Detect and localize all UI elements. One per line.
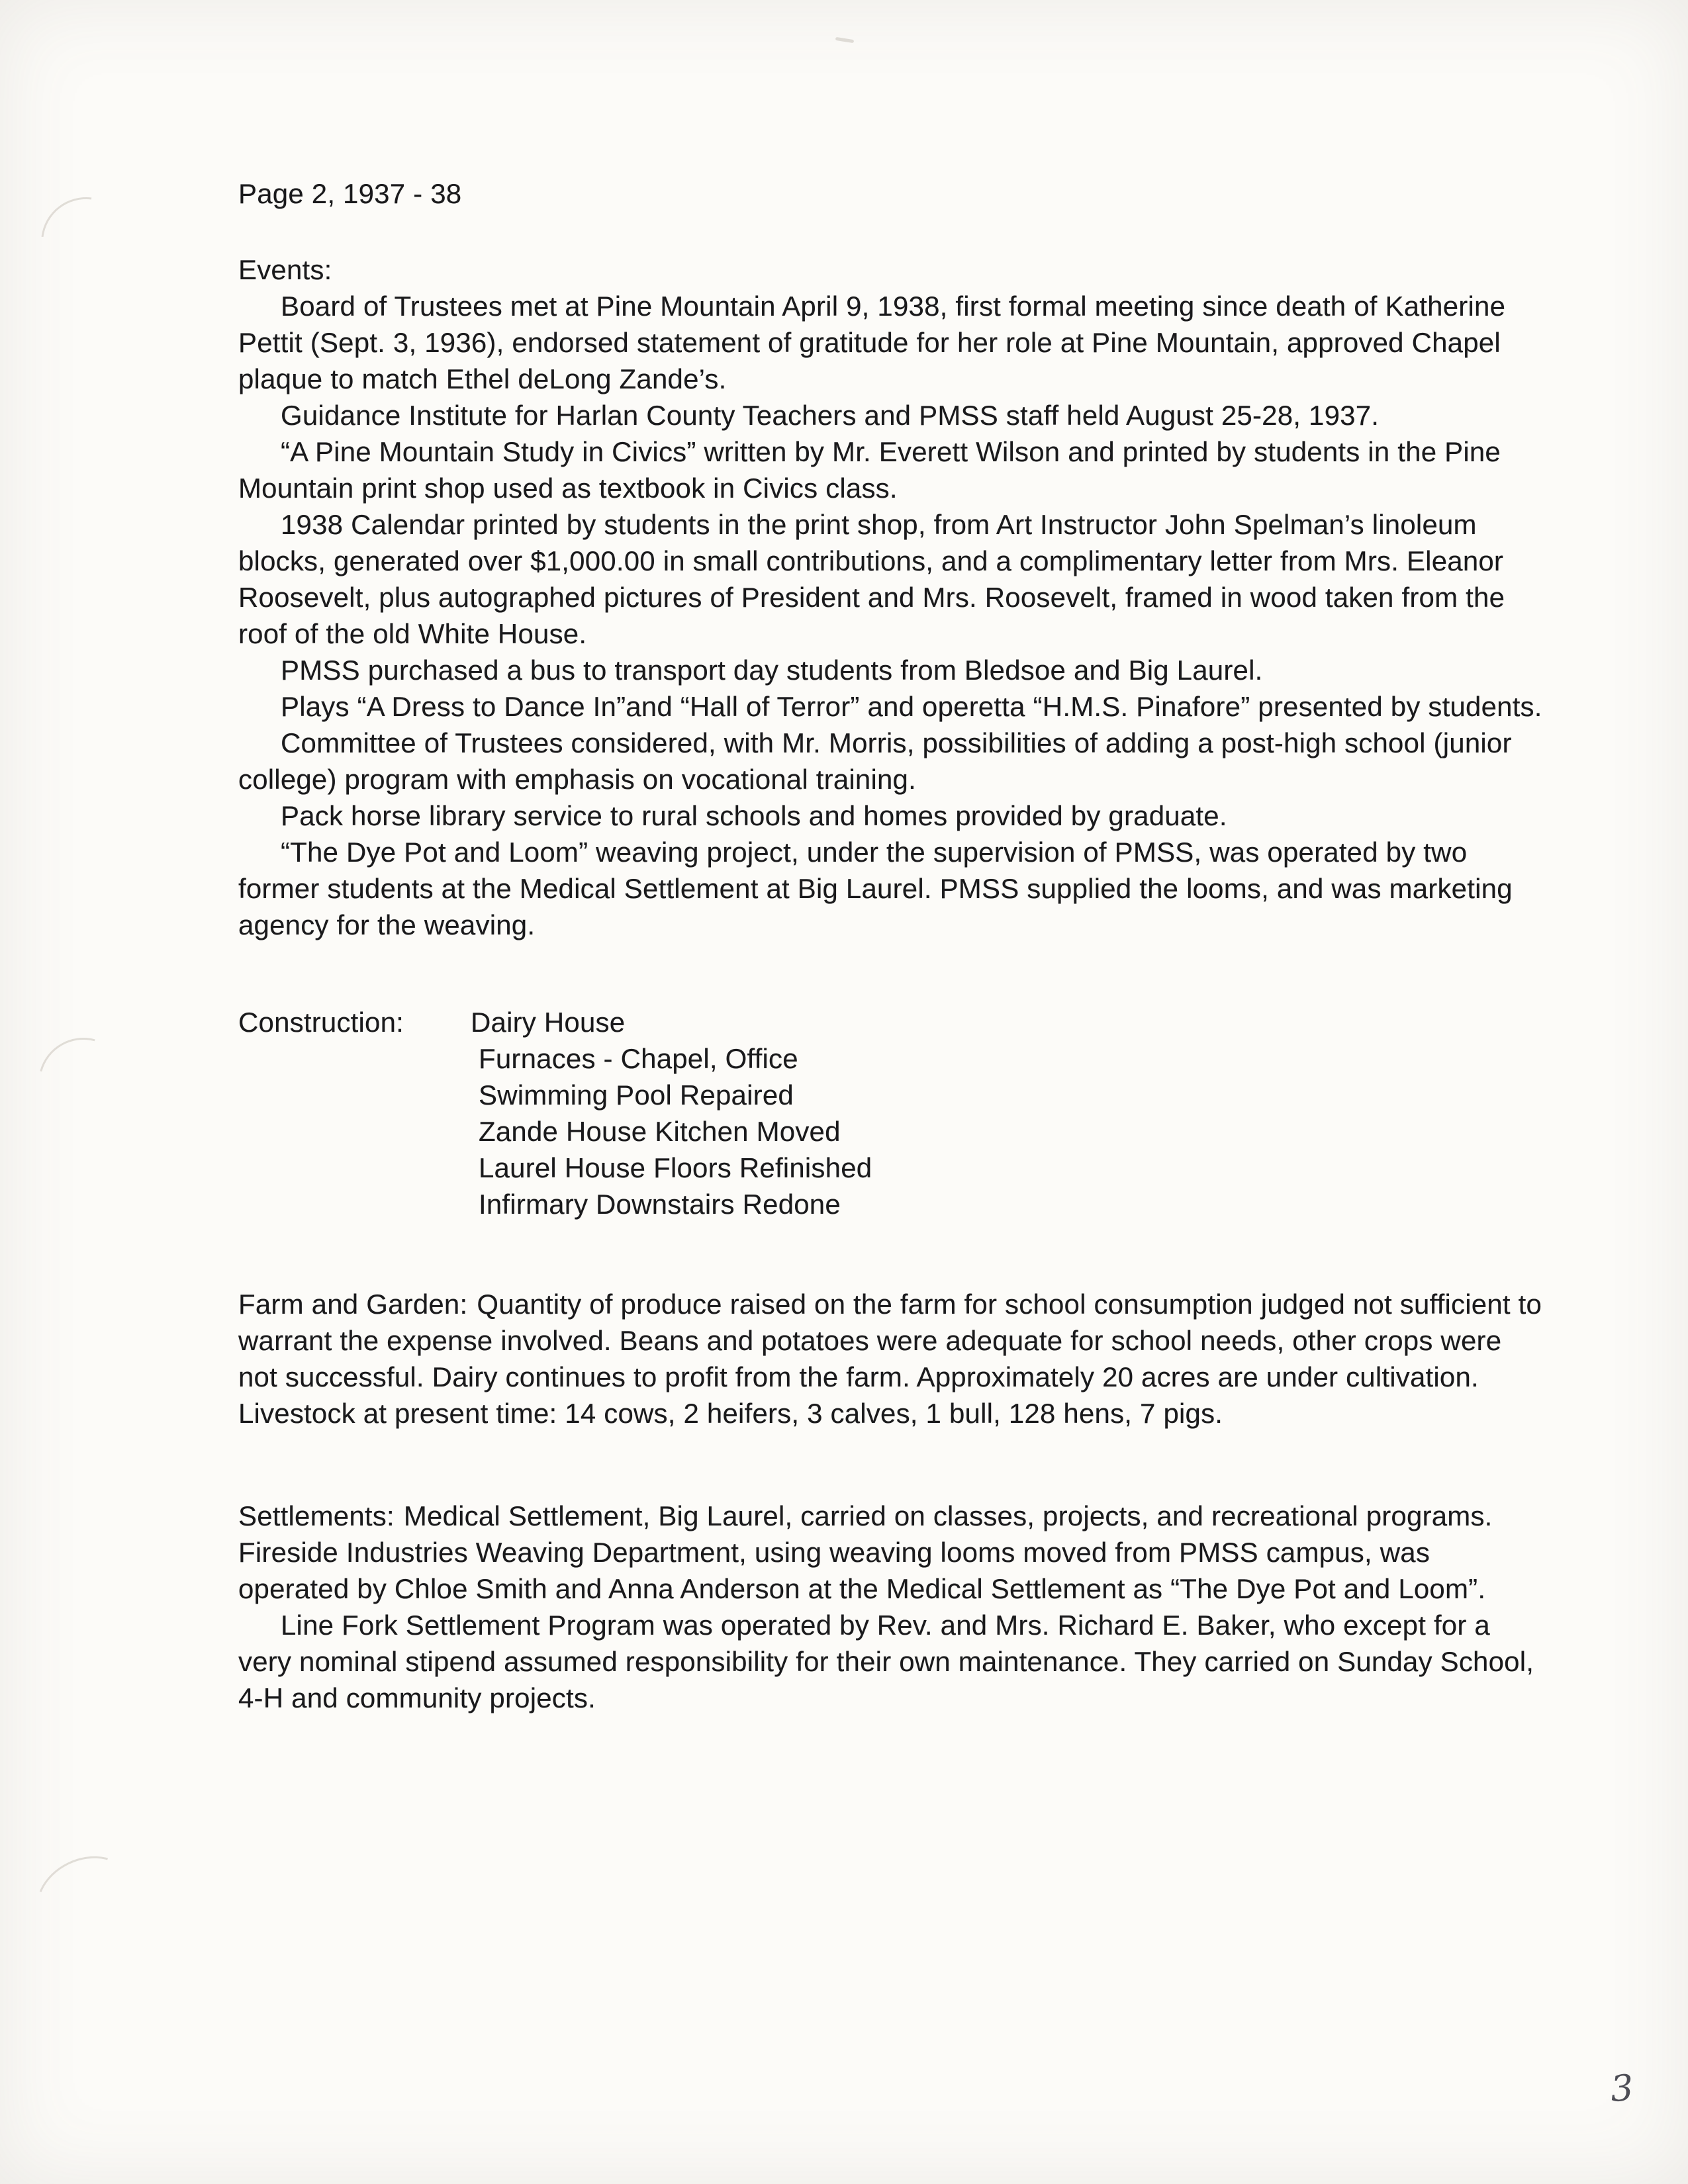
farm-and-garden-paragraph [238, 1286, 1546, 1432]
events-paragraph: Plays “A Dress to Dance In”and “Hall of Terror” and operetta “H.M.S. Pinafore” presented by students. [281, 691, 1542, 722]
events-paragraph: 1938 Calendar printed by students in the print shop, from Art Instructor John Spelman’s linoleum blocks, generated over $1,000.00 in small contributions, and a complimentary letter from Mrs. Eleanor Roosevelt, plus autographed pictures of President and Mrs. Roosevelt, framed in wood taken from the roof of the old White House. [238, 509, 1505, 649]
construction-item: Laurel House Floors Refinished [479, 1152, 872, 1183]
scan-artifact-mark [835, 37, 854, 43]
construction-item: Swimming Pool Repaired [479, 1079, 794, 1111]
paper-curl-mark-middle [22, 1021, 145, 1144]
page-header: Page 2, 1937 - 38 [238, 178, 462, 209]
paper-curl-mark-bottom [21, 1840, 150, 1960]
construction-item: Zande House Kitchen Moved [479, 1116, 841, 1147]
settlements-second-paragraph: Line Fork Settlement Program was operated by Rev. and Mrs. Richard E. Baker, who except for a very nominal stipend assumed responsibility for their own maintenance. They carried on Sunday School, 4-H and community projects. [238, 1610, 1534, 1713]
events-paragraph: Board of Trustees met at Pine Mountain April 9, 1938, first formal meeting since death of Katherine Pettit (Sept. 3, 1936), endorsed statement of gratitude for her role at Pine Mountain, approved Chapel plaque to match Ethel deLong Zande’s. [238, 291, 1506, 394]
farm-and-garden-label: Farm and Garden: [238, 1289, 468, 1320]
construction-items [471, 1004, 1546, 1222]
construction-label: Construction: [238, 1007, 404, 1038]
events-heading: Events: [238, 254, 332, 285]
settlements-label: Settlements: [238, 1500, 395, 1531]
construction-item: Dairy House [471, 1007, 626, 1038]
construction-item: Infirmary Downstairs Redone [479, 1189, 841, 1220]
construction-section [238, 1004, 1546, 1222]
events-paragraph: Guidance Institute for Harlan County Teachers and PMSS staff held August 25-28, 1937. [281, 400, 1380, 431]
handwritten-page-number: 3 [1609, 2066, 1636, 2111]
events-paragraph: “A Pine Mountain Study in Civics” written by Mr. Everett Wilson and printed by students in the Pine Mountain print shop used as textbook in Civics class. [238, 436, 1501, 504]
events-paragraph: PMSS purchased a bus to transport day students from Bledsoe and Big Laurel. [281, 655, 1263, 686]
construction-item: Furnaces - Chapel, Office [479, 1043, 798, 1074]
farm-and-garden-text: Quantity of produce raised on the farm for school consumption judged not sufficient to warrant the expense involved. Beans and potatoes were adequate for school needs, other crops were not successful. Dairy continues to profit from the farm. Approximately 20 acres are under cultivation. Livestock at present time: 14 cows, 2 heifers, 3 calves, 1 bull, 128 hens, 7 pigs. [238, 1289, 1542, 1429]
settlements-first-text: Medical Settlement, Big Laurel, carried on classes, projects, and recreational programs. Fireside Industries Weaving Department, using weaving looms moved from PMSS campus, was operated by Chloe Smith and Anna Anderson at the Medical Settlement as “The Dye Pot and Loom”. [238, 1500, 1493, 1604]
paper-curl-mark-top [23, 179, 150, 306]
events-paragraph: Committee of Trustees considered, with Mr. Morris, possibilities of adding a post-high school (junior college) program with emphasis on vocational training. [238, 727, 1512, 795]
settlements-paragraph [238, 1498, 1546, 1607]
events-paragraph: Pack horse library service to rural schools and homes provided by graduate. [281, 800, 1227, 831]
events-paragraph: “The Dye Pot and Loom” weaving project, under the supervision of PMSS, was operated by two former students at the Medical Settlement at Big Laurel. PMSS supplied the looms, and was marketing agency for the weaving. [238, 837, 1513, 940]
page-content [238, 175, 1546, 1716]
